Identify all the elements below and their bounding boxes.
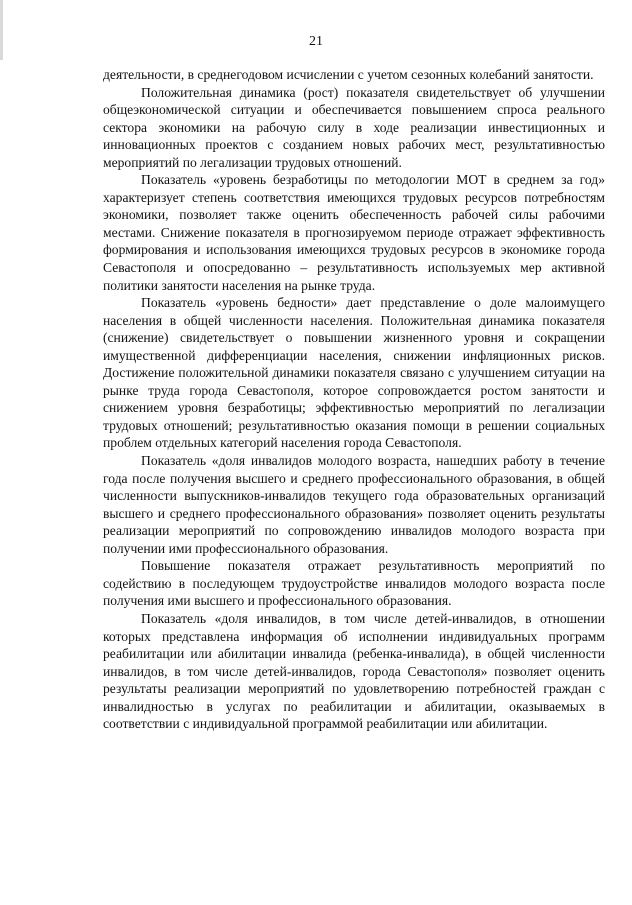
- paragraph-continuation: деятельности, в среднегодовом исчислении с учетом сезонных колебаний занятости.: [103, 67, 594, 82]
- paragraph: Показатель «уровень бедности» дает представление о доле малоимущего населения в общей численности населения. Положительная динамика показателя (снижение) свидетельствует о повышении жизненного уровня и сокращении имущественной дифференциации населения, снижении инфляционных рисков. Достижение положительной динамики показателя связано с улучшением ситуации на рынке труда города Севастополя, которое сопровождается ростом занятости и снижением уровня безработицы; эффективностью мероприятий по легализации трудовых отношений; результативностью оказания помощи в решении социальных проблем отдельных категорий населения города Севастополя.: [103, 295, 605, 451]
- paragraph: Показатель «доля инвалидов молодого возраста, нашедших работу в течение года после получения высшего и среднего профессионального образования, в общей численности выпускников-инвалидов текущего года образовательных организаций высшего и среднего профессионального образования» позволяет оценить результаты реализации мероприятий по сопровождению инвалидов молодого возраста при получении ими профессионального образования.: [103, 453, 605, 556]
- paragraph: Показатель «уровень безработицы по методологии МОТ в среднем за год» характеризует степень соответствия имеющихся трудовых ресурсов потребностям экономики, позволяет также оценить обеспеченность рабочей силы рабочими местами. Снижение показателя в прогнозируемом периоде отражает эффективность формирования и использования имеющихся трудовых ресурсов в экономике города Севастополя и опосредованно – результативность используемых мер активной политики занятости населения на рынке труда.: [103, 172, 605, 293]
- body-text: [103, 66, 605, 733]
- paragraph: Положительная динамика (рост) показателя свидетельствует об улучшении общеэкономической ситуации и обеспечивается повышением спроса реального сектора экономики на рабочую силу в ходе реализации инвестиционных и инновационных проектов с созданием новых рабочих мест, результативностью мероприятий по легализации трудовых отношений.: [103, 84, 605, 170]
- paragraph: Повышение показателя отражает результативность мероприятий по содействию в последующем трудоустройстве инвалидов молодого возраста после получения ими высшего и профессионального образования.: [103, 558, 605, 609]
- page-number: 21: [309, 34, 323, 49]
- scan-edge-mark: [0, 0, 3, 60]
- paragraph: Показатель «доля инвалидов, в том числе детей-инвалидов, в отношении которых представлена информация об исполнении индивидуальных программ реабилитации или абилитации инвалида (ребенка-инвалида), в общей численности инвалидов, в том числе детей-инвалидов, города Севастополя» позволяет оценить результаты реализации мероприятий по удовлетворению потребностей граждан с инвалидностью в услугах по реабилитации и абилитации, оказываемых в соответствии с индивидуальной программой реабилитации или абилитации.: [103, 610, 605, 732]
